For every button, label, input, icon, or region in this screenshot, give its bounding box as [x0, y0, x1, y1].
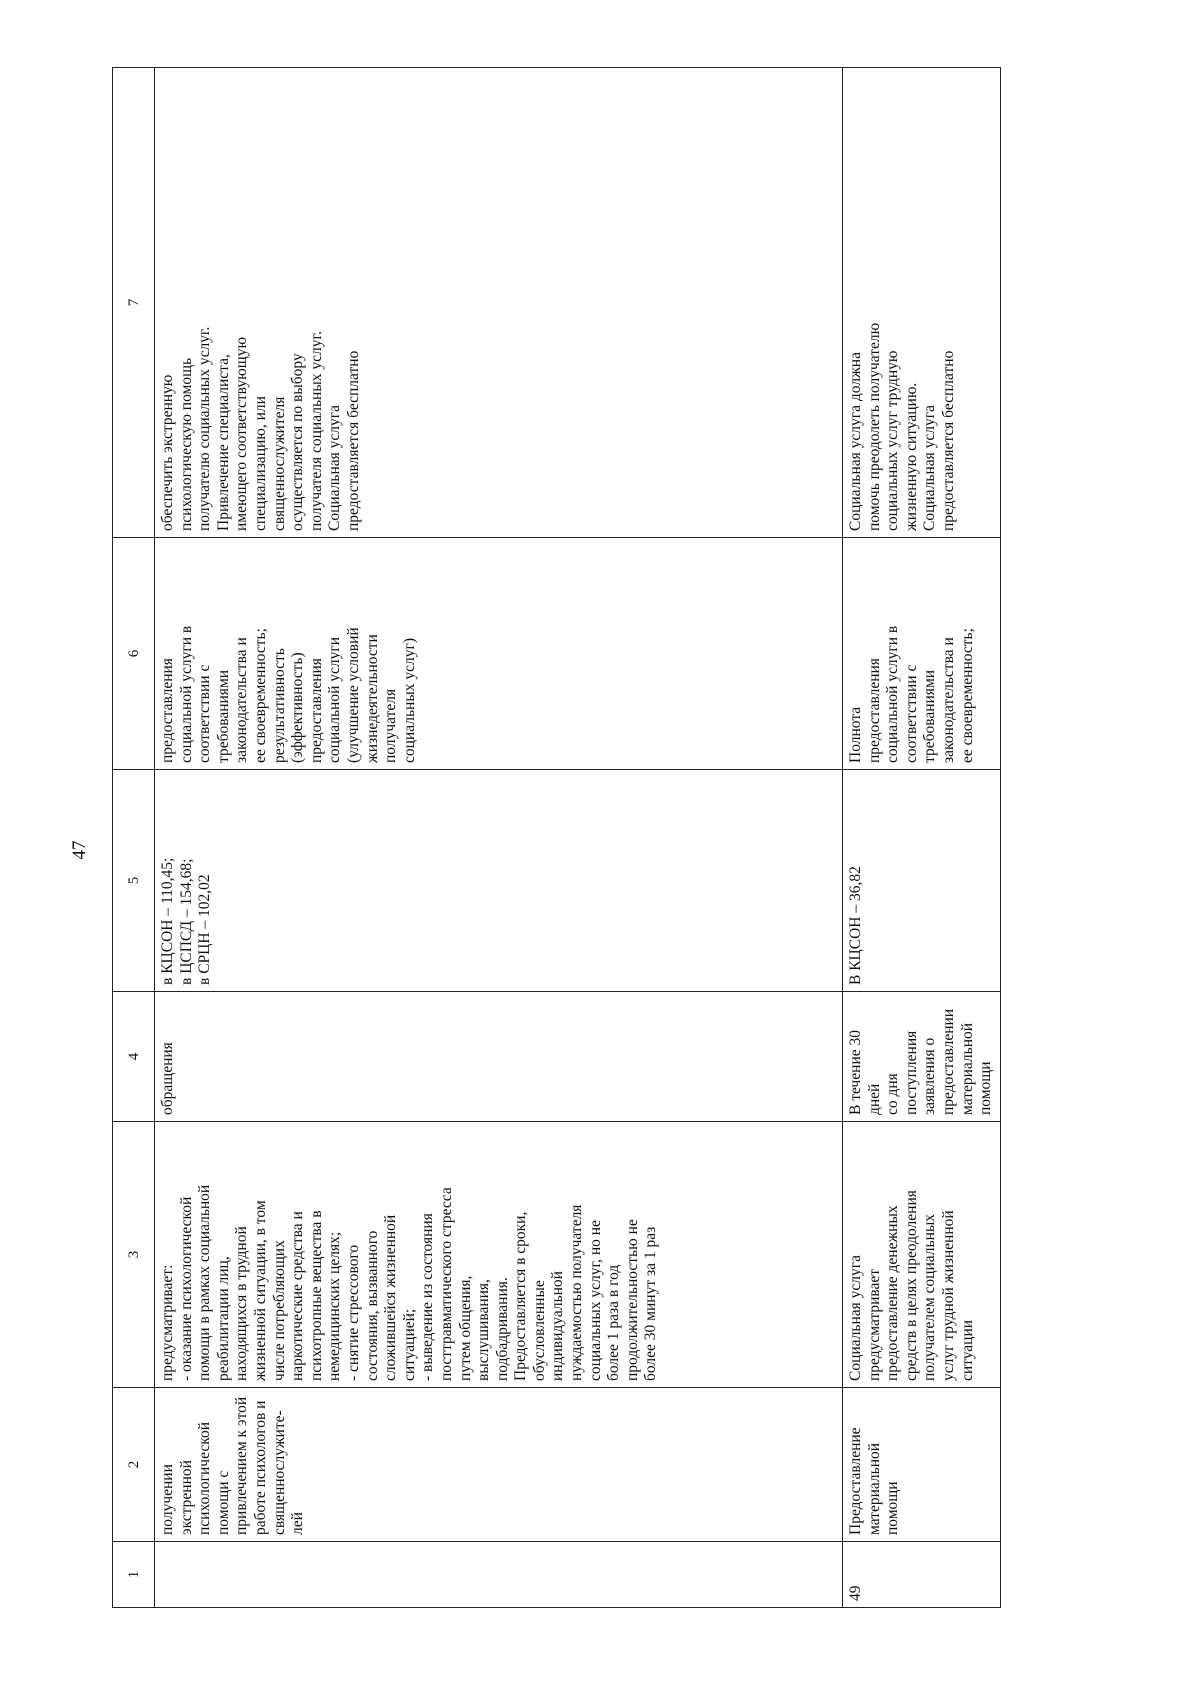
- table-row: [843, 68, 1001, 1608]
- column-header-7: 7: [113, 68, 155, 538]
- column-header-3: 3: [113, 1122, 155, 1388]
- services-table: [112, 67, 1001, 1608]
- column-header-1: 1: [113, 1542, 155, 1608]
- service-name-cell: Предоставление материальной помощи: [843, 1388, 1001, 1542]
- page-number: 47: [69, 840, 90, 860]
- service-description-cell: Социальная услуга предусматривает предоставление денежных средств в целях преодоления получателем социальных услуг трудной жизненной ситуации: [843, 1122, 1001, 1388]
- table-row: [155, 68, 843, 1608]
- service-conditions-cell: обеспечить экстренную психологическую помощь получателю социальных услуг. Привлечение специалиста, имеющего соответствующую специализацию, или священнослужителя осуществляется по выбору получателя социальных услуг. Социальная услуга предоставляется бесплатно: [155, 68, 843, 538]
- row-number-cell: 49: [843, 1542, 1001, 1608]
- service-conditions-cell: Социальная услуга должна помочь преодолеть получателю социальных услуг трудную жизненную ситуацию. Социальная услуга предоставляется бесплатно: [843, 68, 1001, 538]
- column-header-2: 2: [113, 1388, 155, 1542]
- service-name-cell: получении экстренной психологической помощи с привлечением к этой работе психологов и священнослужите- лей: [155, 1388, 843, 1542]
- service-description-cell: предусматривает: - оказание психологической помощи в рамках социальной реабилитации лиц, находящихся в трудной жизненной ситуации, в том числе потребляющих наркотические средства и психотропные вещества в немедицинских целях; - снятие стрессового состояния, вызванного сложившейся жизненной ситуацией; - выведение из состояния посттравматического стресса путем общения, выслушивания, подбадривания. Предоставляется в сроки, обусловленные индивидуальной нуждаемостью получателя социальных услуг, но не более 1 раза в год продолжительностью не более 30 минут за 1 раз: [155, 1122, 843, 1388]
- quality-indicators-cell: Полнота предоставления социальной услуги в соответствии с требованиями законодательства и ее своевременность;: [843, 538, 1001, 770]
- column-header-6: 6: [113, 538, 155, 770]
- column-header-5: 5: [113, 770, 155, 992]
- service-term-cell: обращения: [155, 992, 843, 1122]
- quality-indicators-cell: предоставления социальной услуги в соответствии с требованиями законодательства и ее своевременность; результативность (эффективность) предоставления социальной услуги (улучшение условий жизнедеятельности получателя социальных услуг): [155, 538, 843, 770]
- table-container: [112, 68, 995, 1608]
- table-header-row: [113, 68, 155, 1608]
- service-cost-cell: в КЦСОН – 110,45; в ЦСПСД – 154,68; в СРЦН – 102,02: [155, 770, 843, 992]
- service-cost-cell: В КЦСОН – 36,82: [843, 770, 1001, 992]
- row-number-cell: [155, 1542, 843, 1608]
- service-term-cell: В течение 30 дней со дня поступления заявления о предоставлении материальной помощи: [843, 992, 1001, 1122]
- column-header-4: 4: [113, 992, 155, 1122]
